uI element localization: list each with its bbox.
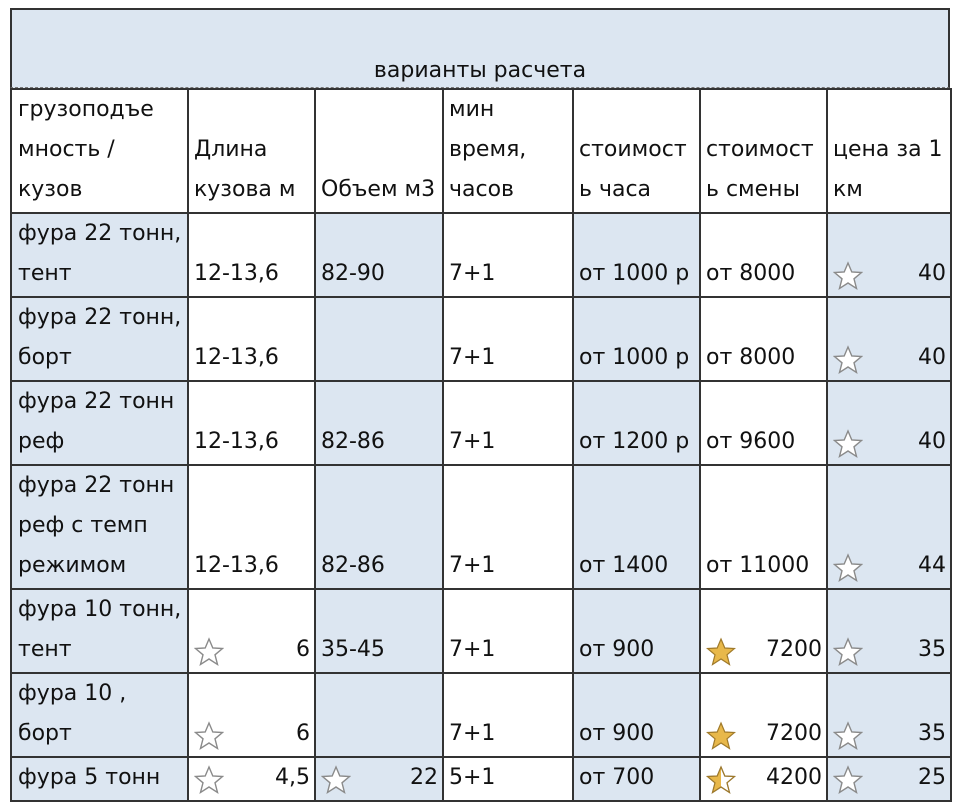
cell-value: 7200 — [766, 721, 822, 746]
cell-volume: 35-45 — [315, 589, 443, 673]
star-outline-icon — [833, 429, 863, 459]
cell-value: 35 — [918, 721, 946, 746]
star-outline-icon — [833, 765, 863, 795]
header-time: мин время, часов — [443, 89, 573, 213]
cell-value: 7200 — [766, 637, 822, 662]
cell-vehicle: фура 22 тонн реф — [11, 381, 188, 465]
cell-shift-cost — [700, 673, 827, 757]
cell-value: 40 — [918, 429, 946, 454]
cell-value: 40 — [918, 345, 946, 370]
cell-shift-cost — [700, 757, 827, 801]
cell-volume — [315, 757, 443, 801]
cell-value: 22 — [410, 765, 438, 790]
cell-length — [188, 757, 315, 801]
cell-value: 6 — [296, 721, 310, 746]
cell-hour-cost: от 700 — [573, 757, 700, 801]
table-row — [11, 213, 951, 297]
cell-length — [188, 673, 315, 757]
cell-time: 7+1 — [443, 673, 573, 757]
table-row — [11, 297, 951, 381]
header-km-price: цена за 1 км — [827, 89, 951, 213]
table-row — [11, 381, 951, 465]
cell-value: 6 — [296, 637, 310, 662]
cell-vehicle: фура 22 тонн, тент — [11, 213, 188, 297]
cell-km-price — [827, 465, 951, 589]
star-outline-icon — [833, 261, 863, 291]
cell-hour-cost: от 1000 р — [573, 297, 700, 381]
table-row — [11, 465, 951, 589]
cell-volume: 82-90 — [315, 213, 443, 297]
pricing-table — [10, 88, 952, 802]
header-vehicle: грузоподъе мность / кузов — [11, 89, 188, 213]
header-length: Длина кузова м — [188, 89, 315, 213]
cell-shift-cost — [700, 589, 827, 673]
cell-time: 7+1 — [443, 297, 573, 381]
cell-volume — [315, 673, 443, 757]
cell-shift-cost: от 9600 — [700, 381, 827, 465]
star-outline-icon — [833, 721, 863, 751]
header-row — [11, 89, 951, 213]
cell-km-price — [827, 589, 951, 673]
cell-volume — [315, 297, 443, 381]
cell-km-price — [827, 213, 951, 297]
cell-km-price — [827, 381, 951, 465]
cell-vehicle: фура 10 , борт — [11, 673, 188, 757]
cell-value: 35 — [918, 637, 946, 662]
cell-value: 4,5 — [275, 765, 310, 790]
cell-km-price — [827, 297, 951, 381]
cell-vehicle: фура 22 тонн реф с темп режимом — [11, 465, 188, 589]
cell-hour-cost: от 1000 р — [573, 213, 700, 297]
cell-vehicle: фура 22 тонн, борт — [11, 297, 188, 381]
header-hour-cost: стоимост ь часа — [573, 89, 700, 213]
cell-volume: 82-86 — [315, 381, 443, 465]
spreadsheet — [10, 8, 950, 790]
cell-length: 12-13,6 — [188, 213, 315, 297]
star-outline-icon — [194, 765, 224, 795]
table-row — [11, 589, 951, 673]
cell-km-price — [827, 673, 951, 757]
cell-hour-cost: от 1200 р — [573, 381, 700, 465]
star-outline-icon — [833, 637, 863, 667]
star-filled-icon — [706, 721, 736, 751]
cell-time: 7+1 — [443, 589, 573, 673]
title-bar — [10, 8, 950, 88]
cell-volume: 82-86 — [315, 465, 443, 589]
cell-value: 44 — [918, 553, 946, 578]
table-row — [11, 673, 951, 757]
star-outline-icon — [321, 765, 351, 795]
star-outline-icon — [833, 553, 863, 583]
cell-vehicle: фура 5 тонн — [11, 757, 188, 801]
cell-shift-cost: от 8000 — [700, 213, 827, 297]
cell-time: 7+1 — [443, 213, 573, 297]
cell-time: 7+1 — [443, 381, 573, 465]
table-title: варианты расчета — [373, 58, 587, 83]
cell-value: 25 — [918, 765, 946, 790]
cell-value: 40 — [918, 261, 946, 286]
star-outline-icon — [194, 637, 224, 667]
cell-vehicle: фура 10 тонн, тент — [11, 589, 188, 673]
cell-time: 7+1 — [443, 465, 573, 589]
cell-km-price — [827, 757, 951, 801]
cell-length: 12-13,6 — [188, 465, 315, 589]
cell-length: 12-13,6 — [188, 297, 315, 381]
cell-length — [188, 589, 315, 673]
star-outline-icon — [833, 345, 863, 375]
star-outline-icon — [194, 721, 224, 751]
cell-hour-cost: от 900 — [573, 589, 700, 673]
cell-shift-cost: от 8000 — [700, 297, 827, 381]
cell-value: 4200 — [766, 765, 822, 790]
header-volume: Объем м3 — [315, 89, 443, 213]
cell-hour-cost: от 1400 — [573, 465, 700, 589]
header-shift-cost: стоимост ь смены — [700, 89, 827, 213]
cell-hour-cost: от 900 — [573, 673, 700, 757]
cell-time: 5+1 — [443, 757, 573, 801]
cell-length: 12-13,6 — [188, 381, 315, 465]
cell-shift-cost: от 11000 — [700, 465, 827, 589]
star-half-icon — [706, 765, 736, 795]
star-filled-icon — [706, 637, 736, 667]
table-row — [11, 757, 951, 801]
